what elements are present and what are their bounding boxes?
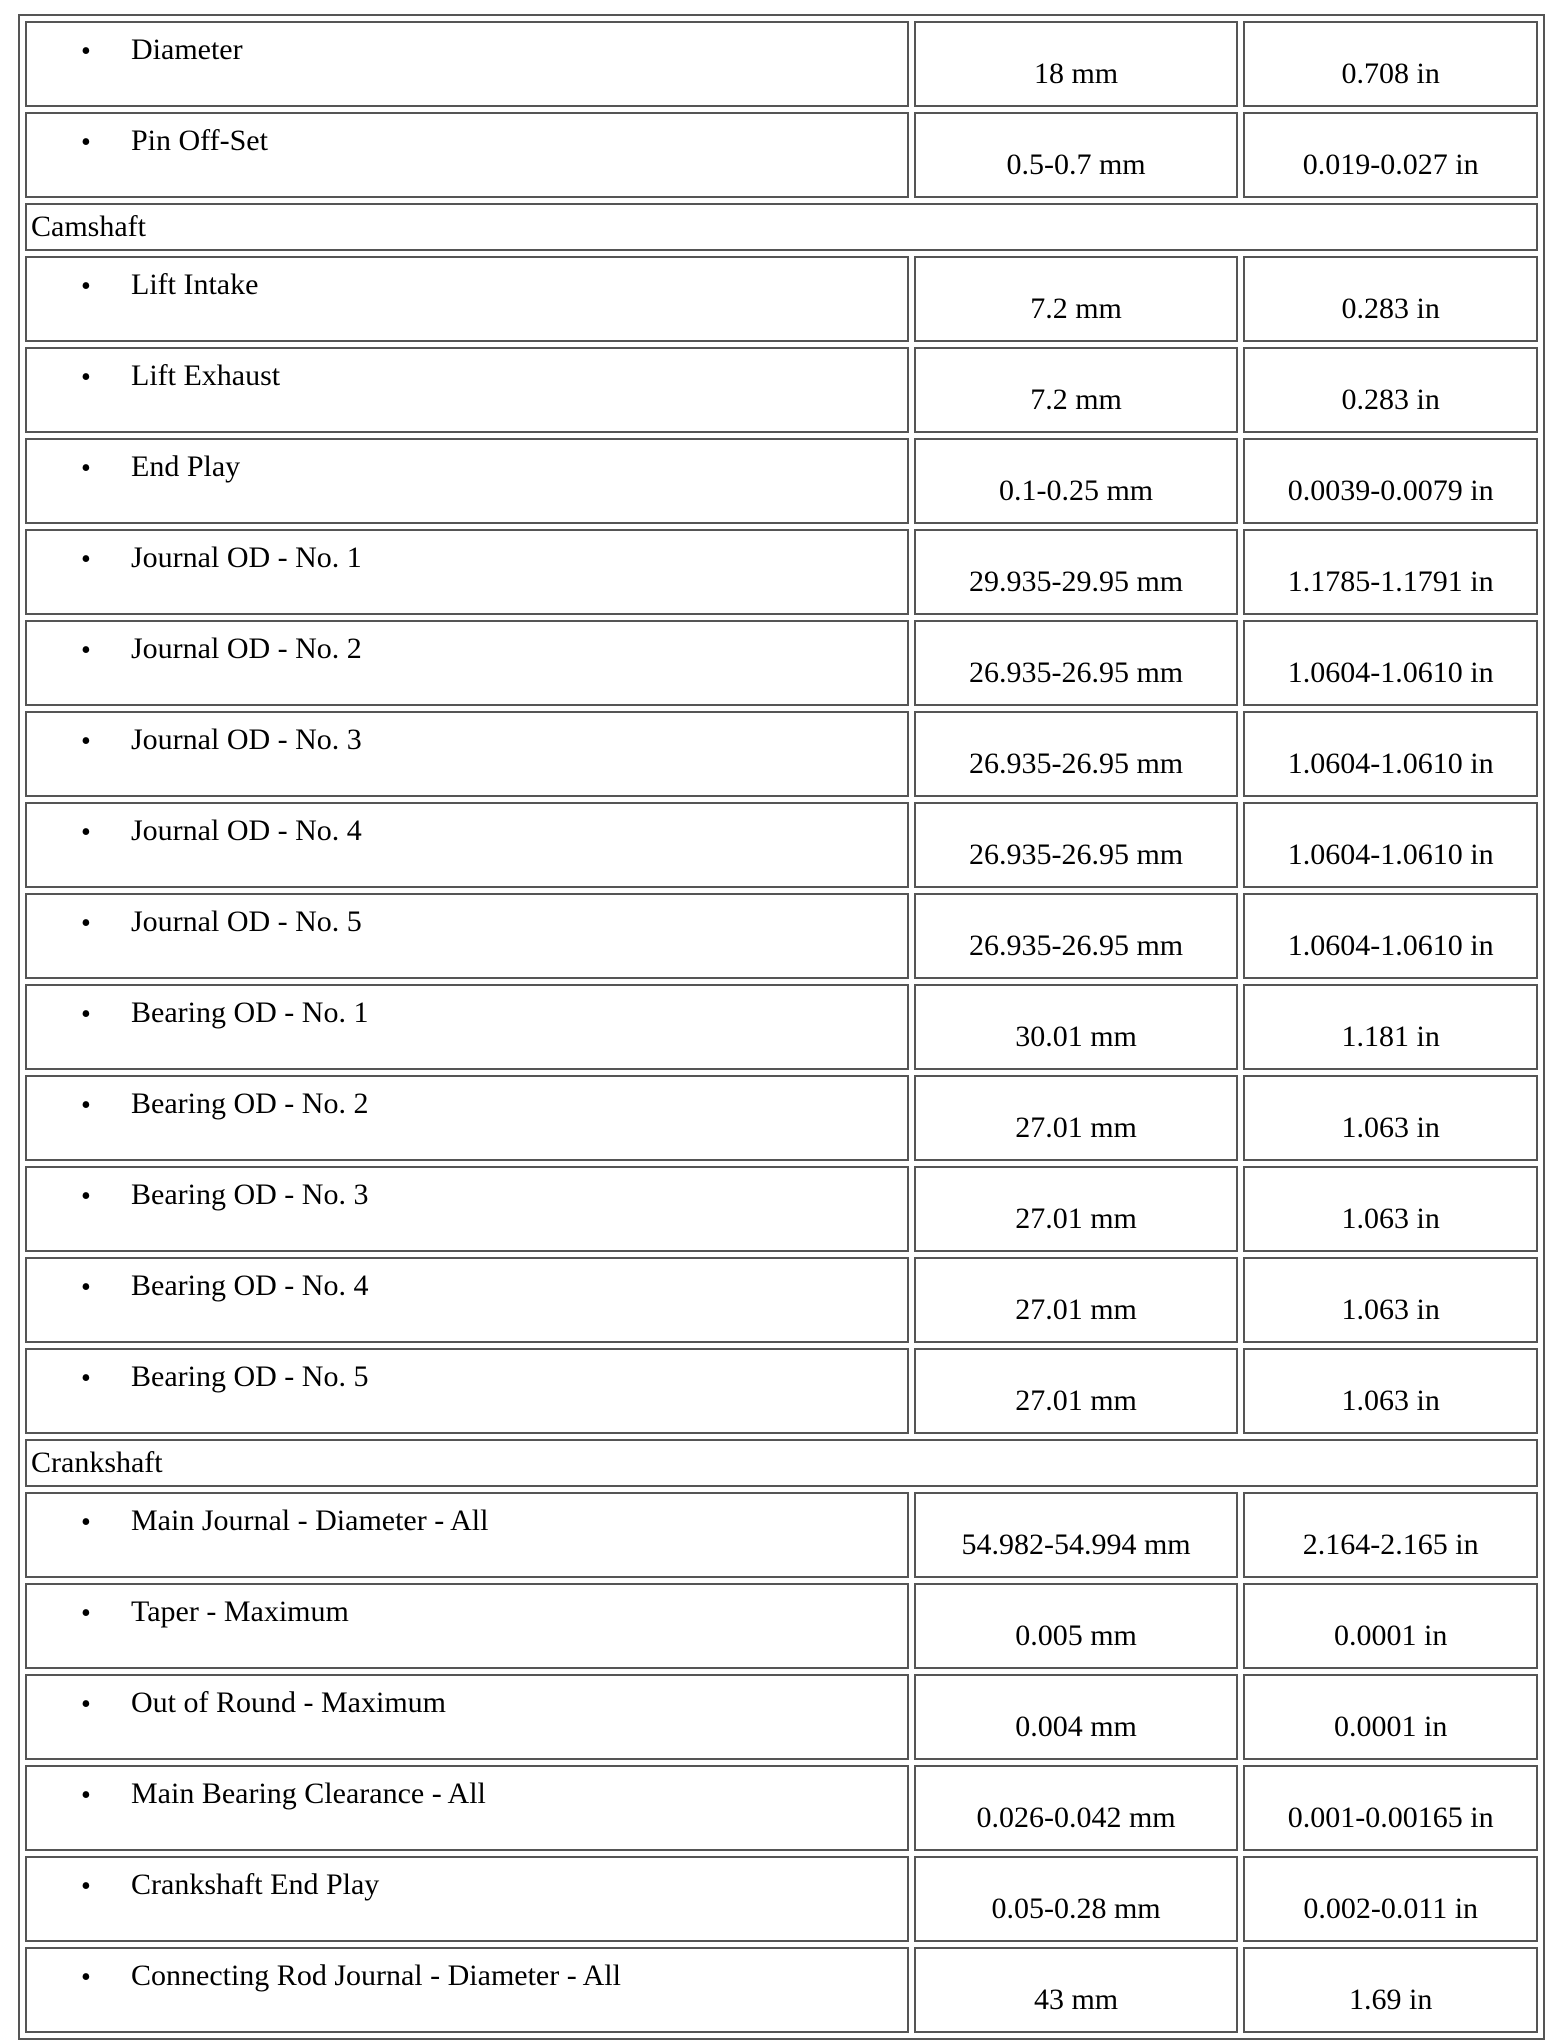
metric-value-cell — [914, 112, 1239, 198]
spec-name-cell — [25, 112, 909, 198]
imperial-value-cell — [1243, 1765, 1538, 1851]
bullet-icon: • — [81, 1272, 91, 1303]
table-row — [25, 893, 1538, 979]
bullet-icon: • — [81, 635, 91, 666]
spec-label: Journal OD - No. 5 — [131, 905, 362, 938]
spec-name-cell — [25, 1166, 909, 1252]
metric-value-cell — [914, 1583, 1239, 1669]
spec-label: Lift Exhaust — [131, 359, 281, 392]
metric-value: 0.1-0.25 mm — [998, 474, 1154, 507]
spec-label: Pin Off-Set — [131, 124, 268, 157]
table-row — [25, 1947, 1538, 2033]
spec-label: Crankshaft End Play — [131, 1868, 380, 1901]
metric-value-cell — [914, 1075, 1239, 1161]
imperial-value-cell — [1243, 347, 1538, 433]
table-row — [25, 1674, 1538, 1760]
spec-name-cell — [25, 1765, 909, 1851]
imperial-value-cell — [1243, 893, 1538, 979]
spec-label: Journal OD - No. 4 — [131, 814, 362, 847]
imperial-value: 1.063 in — [1341, 1202, 1440, 1235]
imperial-value: 2.164-2.165 in — [1302, 1528, 1479, 1561]
imperial-value-cell — [1243, 1075, 1538, 1161]
table-row — [25, 112, 1538, 198]
metric-value: 30.01 mm — [1015, 1020, 1137, 1053]
metric-value: 27.01 mm — [1015, 1202, 1137, 1235]
spec-name-cell — [25, 21, 909, 107]
metric-value-cell — [914, 1492, 1239, 1578]
bullet-icon: • — [81, 544, 91, 575]
bullet-icon: • — [81, 1363, 91, 1394]
table-row — [25, 1257, 1538, 1343]
spec-label: Journal OD - No. 3 — [131, 723, 362, 756]
table-row — [25, 620, 1538, 706]
metric-value: 54.982-54.994 mm — [961, 1528, 1191, 1561]
table-row — [25, 1348, 1538, 1434]
spec-label: Out of Round - Maximum — [131, 1686, 446, 1719]
imperial-value-cell — [1243, 256, 1538, 342]
table-row — [25, 984, 1538, 1070]
imperial-value: 1.181 in — [1341, 1020, 1440, 1053]
spec-label: Lift Intake — [131, 268, 259, 301]
imperial-value-cell — [1243, 802, 1538, 888]
metric-value: 0.5-0.7 mm — [1006, 148, 1146, 181]
metric-value: 26.935-26.95 mm — [968, 838, 1184, 871]
imperial-value: 1.0604-1.0610 in — [1287, 929, 1494, 962]
imperial-value-cell — [1243, 112, 1538, 198]
imperial-value-cell — [1243, 1674, 1538, 1760]
imperial-value-cell — [1243, 1166, 1538, 1252]
metric-value-cell — [914, 620, 1239, 706]
metric-value-cell — [914, 893, 1239, 979]
metric-value-cell — [914, 1765, 1239, 1851]
section-title: Crankshaft — [25, 1439, 1538, 1487]
imperial-value: 0.002-0.011 in — [1303, 1892, 1479, 1925]
spec-name-cell — [25, 347, 909, 433]
metric-value: 0.026-0.042 mm — [976, 1801, 1176, 1834]
imperial-value: 1.063 in — [1341, 1111, 1440, 1144]
spec-name-cell — [25, 1674, 909, 1760]
metric-value: 0.005 mm — [1015, 1619, 1137, 1652]
table-row — [25, 711, 1538, 797]
imperial-value-cell — [1243, 529, 1538, 615]
bullet-icon: • — [81, 1962, 91, 1993]
metric-value: 7.2 mm — [1030, 383, 1122, 416]
spec-label: Journal OD - No. 2 — [131, 632, 362, 665]
metric-value-cell — [914, 1947, 1239, 2033]
spec-name-cell — [25, 1492, 909, 1578]
metric-value: 29.935-29.95 mm — [968, 565, 1184, 598]
metric-value-cell — [914, 347, 1239, 433]
imperial-value: 1.0604-1.0610 in — [1287, 656, 1494, 689]
imperial-value: 0.283 in — [1341, 383, 1440, 416]
bullet-icon: • — [81, 1507, 91, 1538]
metric-value-cell — [914, 1674, 1239, 1760]
bullet-icon: • — [81, 36, 91, 67]
metric-value-cell — [914, 529, 1239, 615]
imperial-value-cell — [1243, 620, 1538, 706]
spec-label: Diameter — [131, 33, 243, 66]
section-header-row — [25, 1439, 1538, 1487]
table-row — [25, 1765, 1538, 1851]
spec-label: Bearing OD - No. 2 — [131, 1087, 369, 1120]
bullet-icon: • — [81, 362, 91, 393]
spec-label: Bearing OD - No. 1 — [131, 996, 369, 1029]
imperial-value-cell — [1243, 711, 1538, 797]
bullet-icon: • — [81, 453, 91, 484]
metric-value: 43 mm — [1033, 1983, 1119, 2016]
spec-label: End Play — [131, 450, 241, 483]
imperial-value: 1.063 in — [1341, 1384, 1440, 1417]
metric-value: 27.01 mm — [1015, 1111, 1137, 1144]
imperial-value: 1.69 in — [1349, 1983, 1433, 2016]
spec-name-cell — [25, 1947, 909, 2033]
spec-name-cell — [25, 1348, 909, 1434]
spec-label: Bearing OD - No. 3 — [131, 1178, 369, 1211]
imperial-value-cell — [1243, 1583, 1538, 1669]
table-row — [25, 1583, 1538, 1669]
section-title: Camshaft — [25, 203, 1538, 251]
imperial-value: 1.0604-1.0610 in — [1287, 747, 1494, 780]
bullet-icon: • — [81, 726, 91, 757]
bullet-icon: • — [81, 817, 91, 848]
spec-name-cell — [25, 984, 909, 1070]
table-row — [25, 1856, 1538, 1942]
section-header-row — [25, 203, 1538, 251]
imperial-value-cell — [1243, 1257, 1538, 1343]
metric-value-cell — [914, 1257, 1239, 1343]
metric-value-cell — [914, 438, 1239, 524]
bullet-icon: • — [81, 1181, 91, 1212]
table-row — [25, 347, 1538, 433]
imperial-value: 0.001-0.00165 in — [1287, 1801, 1494, 1834]
metric-value: 26.935-26.95 mm — [968, 656, 1184, 689]
spec-label: Bearing OD - No. 4 — [131, 1269, 369, 1302]
imperial-value: 0.283 in — [1341, 292, 1440, 325]
bullet-icon: • — [81, 127, 91, 158]
imperial-value-cell — [1243, 1947, 1538, 2033]
bullet-icon: • — [81, 1689, 91, 1720]
imperial-value-cell — [1243, 1856, 1538, 1942]
imperial-value: 0.0001 in — [1334, 1710, 1448, 1743]
metric-value: 7.2 mm — [1030, 292, 1122, 325]
imperial-value-cell — [1243, 1492, 1538, 1578]
spec-name-cell — [25, 1583, 909, 1669]
spec-name-cell — [25, 1075, 909, 1161]
metric-value-cell — [914, 802, 1239, 888]
spec-name-cell — [25, 1257, 909, 1343]
imperial-value: 0.0039-0.0079 in — [1287, 474, 1494, 507]
metric-value-cell — [914, 1166, 1239, 1252]
metric-value-cell — [914, 711, 1239, 797]
table-row — [25, 256, 1538, 342]
metric-value: 26.935-26.95 mm — [968, 929, 1184, 962]
metric-value: 0.004 mm — [1015, 1710, 1137, 1743]
imperial-value: 1.1785-1.1791 in — [1287, 565, 1494, 598]
spec-label: Taper - Maximum — [131, 1595, 349, 1628]
imperial-value-cell — [1243, 984, 1538, 1070]
spec-label: Main Bearing Clearance - All — [131, 1777, 486, 1810]
metric-value: 26.935-26.95 mm — [968, 747, 1184, 780]
bullet-icon: • — [81, 1090, 91, 1121]
imperial-value: 0.0001 in — [1334, 1619, 1448, 1652]
spec-name-cell — [25, 893, 909, 979]
imperial-value: 1.063 in — [1341, 1293, 1440, 1326]
spec-label: Connecting Rod Journal - Diameter - All — [131, 1959, 621, 1992]
spec-name-cell — [25, 620, 909, 706]
spec-name-cell — [25, 1856, 909, 1942]
bullet-icon: • — [81, 1871, 91, 1902]
metric-value: 0.05-0.28 mm — [991, 1892, 1161, 1925]
table-row — [25, 529, 1538, 615]
spec-name-cell — [25, 711, 909, 797]
spec-name-cell — [25, 529, 909, 615]
table-row — [25, 802, 1538, 888]
specifications-table — [18, 14, 1545, 2040]
metric-value-cell — [914, 21, 1239, 107]
metric-value: 27.01 mm — [1015, 1384, 1137, 1417]
metric-value: 18 mm — [1033, 57, 1119, 90]
table-row — [25, 438, 1538, 524]
imperial-value: 1.0604-1.0610 in — [1287, 838, 1494, 871]
imperial-value-cell — [1243, 438, 1538, 524]
table-row — [25, 1166, 1538, 1252]
spec-name-cell — [25, 438, 909, 524]
spec-label: Journal OD - No. 1 — [131, 541, 362, 574]
spec-name-cell — [25, 256, 909, 342]
imperial-value: 0.708 in — [1341, 57, 1440, 90]
table-row — [25, 1075, 1538, 1161]
metric-value-cell — [914, 256, 1239, 342]
table-row — [25, 21, 1538, 107]
bullet-icon: • — [81, 271, 91, 302]
bullet-icon: • — [81, 1598, 91, 1629]
specifications-table-body — [25, 21, 1538, 2033]
imperial-value-cell — [1243, 1348, 1538, 1434]
spec-label: Main Journal - Diameter - All — [131, 1504, 489, 1537]
metric-value: 27.01 mm — [1015, 1293, 1137, 1326]
metric-value-cell — [914, 1348, 1239, 1434]
metric-value-cell — [914, 1856, 1239, 1942]
imperial-value: 0.019-0.027 in — [1302, 148, 1479, 181]
spec-name-cell — [25, 802, 909, 888]
bullet-icon: • — [81, 999, 91, 1030]
table-row — [25, 1492, 1538, 1578]
metric-value-cell — [914, 984, 1239, 1070]
bullet-icon: • — [81, 908, 91, 939]
imperial-value-cell — [1243, 21, 1538, 107]
spec-label: Bearing OD - No. 5 — [131, 1360, 369, 1393]
bullet-icon: • — [81, 1780, 91, 1811]
